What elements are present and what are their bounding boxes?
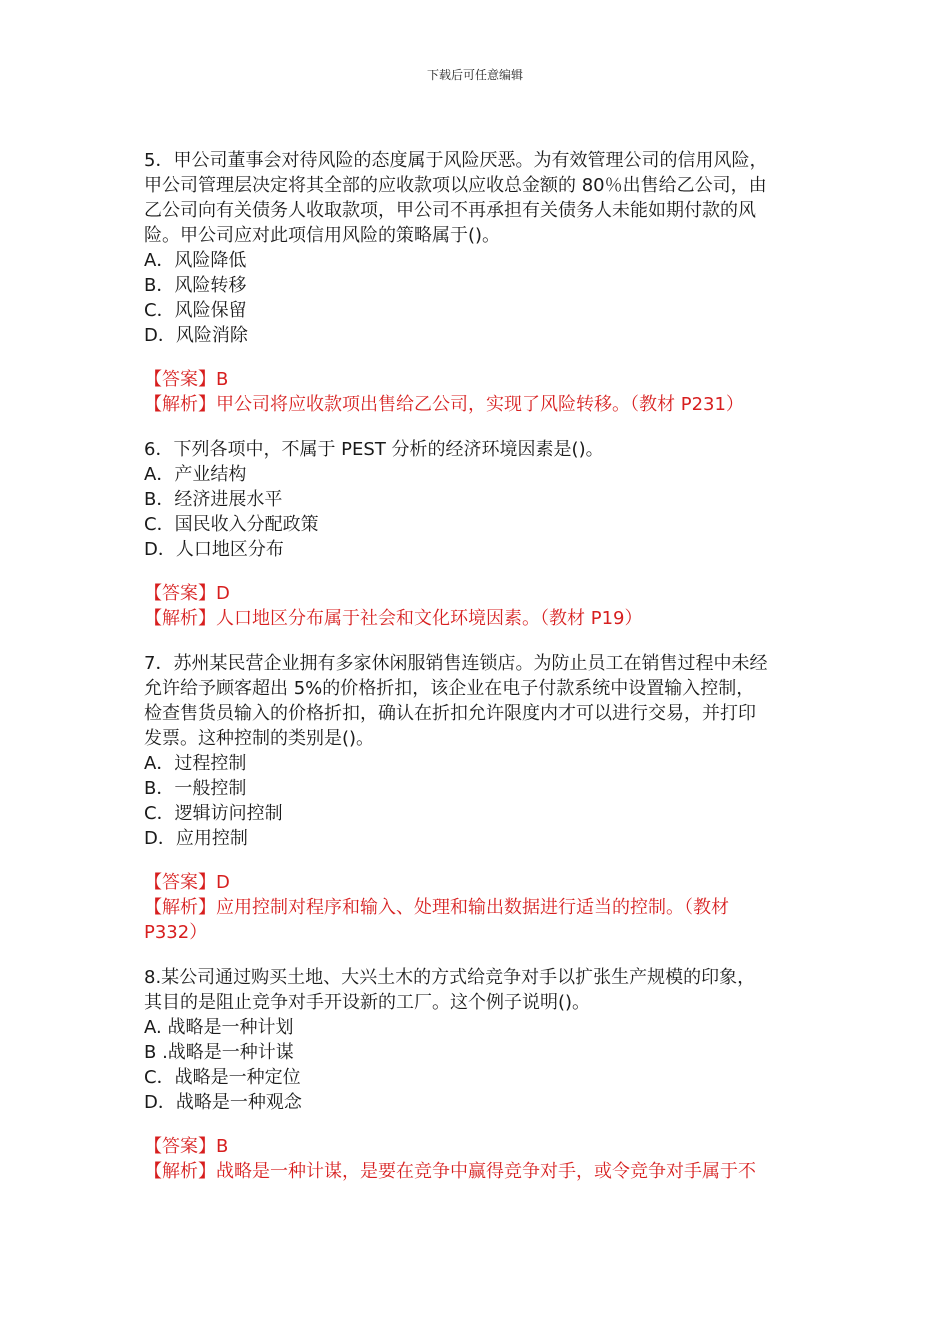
question-8 xyxy=(144,965,809,1184)
option-b: B．风险转移 xyxy=(144,275,247,296)
question-6 xyxy=(144,437,809,631)
analysis-line: 【解析】应用控制对程序和输入、处理和输出数据进行适当的控制。（教材 xyxy=(144,897,729,918)
analysis-line: 【解析】人口地区分布属于社会和文化环境因素。（教材 P19） xyxy=(144,608,643,629)
option-c: C．逻辑访问控制 xyxy=(144,803,283,824)
question-stem-line: 允许给予顾客超出 5%的价格折扣，该企业在电子付款系统中设置输入控制， xyxy=(144,678,755,699)
answer-line: 【答案】B xyxy=(144,1136,229,1157)
option-a: A．过程控制 xyxy=(144,753,247,774)
question-stem-line: 检查售货员输入的价格折扣，确认在折扣允许限度内才可以进行交易，并打印 xyxy=(144,703,756,724)
option-a: A．产业结构 xyxy=(144,464,247,485)
analysis-line: 【解析】战略是一种计谋，是要在竞争中赢得竞争对手，或令竞争对手属于不 xyxy=(144,1161,756,1182)
question-stem-line: 乙公司向有关债务人收取款项，甲公司不再承担有关债务人未能如期付款的风 xyxy=(144,200,756,221)
question-stem-line: 发票。这种控制的类别是()。 xyxy=(144,728,375,749)
question-stem-line: 7．苏州某民营企业拥有多家休闲服销售连锁店。为防止员工在销售过程中未经 xyxy=(144,653,768,674)
option-c: C．风险保留 xyxy=(144,300,247,321)
question-stem-line: 甲公司管理层决定将其全部的应收款项以应收总金额的 80％出售给乙公司，由 xyxy=(144,175,767,196)
analysis-line: 【解析】甲公司将应收款项出售给乙公司，实现了风险转移。（教材 P231） xyxy=(144,394,744,415)
option-b: B .战略是一种计谋 xyxy=(144,1042,294,1063)
question-stem-line: 6．下列各项中，不属于 PEST 分析的经济环境因素是()。 xyxy=(144,439,604,460)
option-d: D．人口地区分布 xyxy=(144,539,284,560)
question-stem-line: 险。甲公司应对此项信用风险的策略属于()。 xyxy=(144,225,501,246)
option-a: A. 战略是一种计划 xyxy=(144,1017,294,1038)
page-header: 下载后可任意编辑 xyxy=(426,68,523,82)
option-b: B．经济进展水平 xyxy=(144,489,283,510)
document-content xyxy=(144,148,809,1184)
analysis-line: P332） xyxy=(144,922,208,943)
question-5 xyxy=(144,148,809,417)
option-c: C．国民收入分配政策 xyxy=(144,514,319,535)
answer-line: 【答案】D xyxy=(144,872,230,893)
answer-line: 【答案】B xyxy=(144,369,229,390)
question-stem-line: 5．甲公司董事会对待风险的态度属于风险厌恶。为有效管理公司的信用风险， xyxy=(144,150,768,171)
answer-line: 【答案】D xyxy=(144,583,230,604)
option-d: D．战略是一种观念 xyxy=(144,1092,302,1113)
option-d: D．风险消除 xyxy=(144,325,248,346)
option-c: C．战略是一种定位 xyxy=(144,1067,301,1088)
option-a: A．风险降低 xyxy=(144,250,247,271)
question-7 xyxy=(144,651,809,945)
option-b: B．一般控制 xyxy=(144,778,247,799)
option-d: D．应用控制 xyxy=(144,828,248,849)
question-stem-line: 8.某公司通过购买土地、大兴土木的方式给竞争对手以扩张生产规模的印象， xyxy=(144,967,756,988)
question-stem-line: 其目的是阻止竞争对手开设新的工厂。这个例子说明()。 xyxy=(144,992,591,1013)
